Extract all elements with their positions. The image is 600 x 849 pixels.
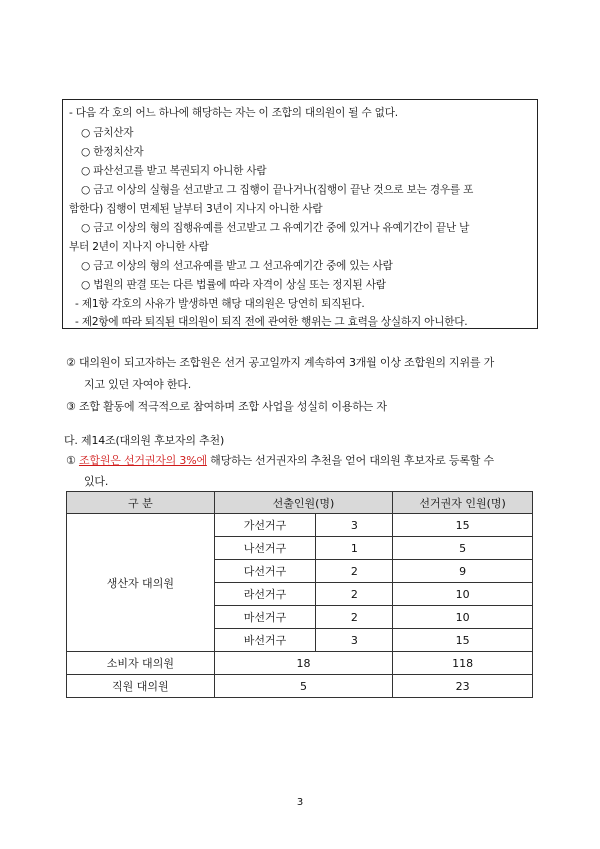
section-title: 다. 제14조(대의원 후보자의 추천) [64,434,225,447]
voters-cell: 10 [393,606,533,629]
delegate-table [66,491,533,698]
voters-cell: 15 [393,629,533,652]
district-cell: 나선거구 [214,537,316,560]
item-1-rest: 해당하는 선거권자의 추천을 얻어 대의원 후보자로 등록할 수 [206,454,494,467]
voters-cell: 23 [393,675,533,698]
table-row [67,652,533,675]
highlighted-text: 조합원은 선거권자의 3%에 [78,454,207,467]
elected-cell: 18 [214,652,393,675]
section-item-1-line-1 [66,452,494,468]
box-line: ○ 금고 이상의 형의 집행유예를 선고받고 그 유예기간 중에 있거나 유예기간이 끝난 날 [81,222,470,234]
item-2-line-2: 지고 있던 자여야 한다. [84,378,192,391]
table-row [67,675,533,698]
district-cell: 마선거구 [214,606,316,629]
header-voters: 선거권자 인원(명) [393,492,533,514]
box-line: ○ 법원의 판결 또는 다른 법률에 따라 자격이 상실 또는 정지된 사람 [81,279,386,291]
box-line: ○ 금고 이상의 형의 선고유예를 받고 그 선고유예기간 중에 있는 사람 [81,260,393,272]
table-row [67,514,533,537]
voters-cell: 118 [393,652,533,675]
voters-cell: 10 [393,583,533,606]
header-elected: 선출인원(명) [214,492,393,514]
box-line: ○ 파산선고를 받고 복권되지 아니한 사람 [81,165,267,177]
box-line: 부터 2년이 지나지 아니한 사람 [69,241,209,253]
section-item-1-line-2: 있다. [84,475,109,488]
voters-cell: 9 [393,560,533,583]
box-line: ○ 금고 이상의 실형을 선고받고 그 집행이 끝나거나(집행이 끝난 것으로 보는 경우를 포 [81,184,474,196]
voters-cell: 5 [393,537,533,560]
district-cell: 다선거구 [214,560,316,583]
elected-cell: 5 [214,675,393,698]
box-line: 함한다) 집행이 면제된 날부터 3년이 지나지 아니한 사람 [69,203,323,215]
producer-label: 생산자 대의원 [67,514,215,652]
box-line: - 제2항에 따라 퇴직된 대의원이 퇴직 전에 관여한 행위는 그 효력을 상실하지 아니한다. [75,316,468,328]
elected-cell: 3 [316,629,393,652]
box-line: ○ 금치산자 [81,127,134,139]
district-cell: 가선거구 [214,514,316,537]
district-cell: 라선거구 [214,583,316,606]
box-line: - 다음 각 호의 어느 하나에 해당하는 자는 이 조합의 대의원이 될 수 없다. [69,107,398,119]
item-2-line-1: ② 대의원이 되고자하는 조합원은 선거 공고일까지 계속하여 3개월 이상 조합원의 지위를 가 [66,356,495,369]
elected-cell: 2 [316,583,393,606]
staff-label: 직원 대의원 [67,675,215,698]
item-3: ③ 조합 활동에 적극적으로 참여하며 조합 사업을 성실히 이용하는 자 [66,400,387,413]
box-line: ○ 한정치산자 [81,146,144,158]
elected-cell: 2 [316,606,393,629]
disqualification-box [62,99,538,329]
district-cell: 바선거구 [214,629,316,652]
page-number: 3 [296,797,304,808]
table-header-row [67,492,533,514]
header-category: 구 분 [67,492,215,514]
consumer-label: 소비자 대의원 [67,652,215,675]
elected-cell: 1 [316,537,393,560]
elected-cell: 2 [316,560,393,583]
item-1-number: ① [66,454,79,467]
elected-cell: 3 [316,514,393,537]
box-line: - 제1항 각호의 사유가 발생하면 해당 대의원은 당연히 퇴직된다. [75,298,365,310]
voters-cell: 15 [393,514,533,537]
